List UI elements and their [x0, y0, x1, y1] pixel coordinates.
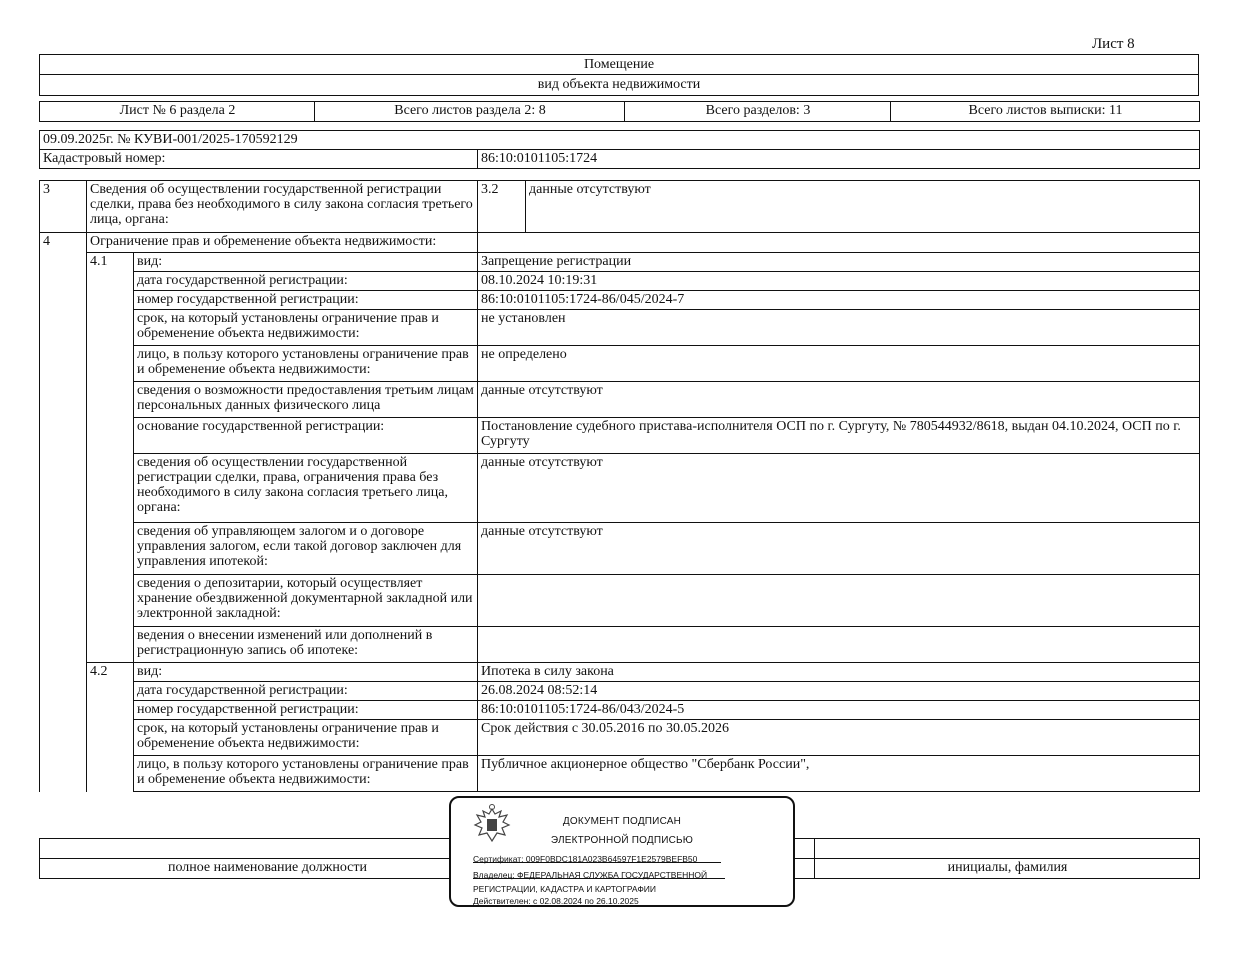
row-label: дата государственной регистрации: — [134, 682, 478, 701]
table-row — [40, 291, 1200, 310]
table-row — [40, 756, 1200, 792]
section-4-label: Ограничение прав и обременение объекта недвижимости: — [87, 233, 478, 253]
table-row — [40, 575, 1200, 627]
entry-4-1-number: 4.1 — [87, 253, 134, 663]
table-row — [40, 310, 1200, 346]
row-value: 86:10:0101105:1724-86/043/2024-5 — [478, 701, 1200, 720]
section-4-number: 4 — [40, 233, 87, 792]
position-label: полное наименование должности — [40, 859, 495, 879]
table-row — [40, 346, 1200, 382]
owner-line-2: РЕГИСТРАЦИИ, КАДАСТРА И КАРТОГРАФИИ — [473, 884, 656, 894]
row-label: номер государственной регистрации: — [134, 701, 478, 720]
object-kind: вид объекта недвижимости — [537, 77, 701, 92]
certificate-underline — [473, 862, 721, 863]
row-value: 26.08.2024 08:52:14 — [478, 682, 1200, 701]
object-type-block — [39, 54, 1199, 96]
sheet-of-section: Лист № 6 раздела 2 — [40, 102, 315, 122]
row-label: лицо, в пользу которого установлены ограничение прав и обременение объекта недвижимости: — [134, 346, 478, 382]
row-value — [478, 575, 1200, 627]
certificate-number: Сертификат: 009F0BDC181A023B64597F1E2579BEFB50 — [473, 854, 698, 864]
row-label: сведения о возможности предоставления третьим лицам персональных данных физического лица — [134, 382, 478, 418]
extract-date-number: 09.09.2025г. № КУВИ-001/2025-170592129 — [40, 131, 1200, 150]
section-3-number: 3 — [40, 181, 87, 233]
row-value: 08.10.2024 10:19:31 — [478, 272, 1200, 291]
meta-block — [39, 130, 1200, 169]
row-value: Публичное акционерное общество "Сбербанк России", — [478, 756, 1200, 792]
section-3-sub-number: 3.2 — [478, 181, 526, 233]
signature-line-1: ДОКУМЕНТ ПОДПИСАН — [562, 816, 682, 827]
row-label: вид: — [134, 253, 478, 272]
table-row — [40, 663, 1200, 682]
cadastral-label: Кадастровый номер: — [40, 150, 478, 169]
object-type: Помещение — [583, 57, 655, 72]
sheets-in-section: Всего листов раздела 2: 8 — [315, 102, 625, 122]
main-table — [39, 180, 1200, 792]
row-label: номер государственной регистрации: — [134, 291, 478, 310]
section-3-label: Сведения об осуществлении государственной регистрации сделки, права без необходимого в силу закона согласия третьего лица, органа: — [87, 181, 478, 233]
row-value: Постановление судебного пристава-исполнителя ОСП по г. Сургуту, № 780544932/8618, выдан 04.10.2024, ОСП по г. Сургуту — [478, 418, 1200, 454]
position-cell-top — [40, 839, 495, 859]
table-row — [40, 682, 1200, 701]
row-label: вид: — [134, 663, 478, 682]
sheet-label: Лист 8 — [1092, 36, 1135, 52]
row-value: 86:10:0101105:1724-86/045/2024-7 — [478, 291, 1200, 310]
table-row — [40, 253, 1200, 272]
cadastral-value: 86:10:0101105:1724 — [478, 150, 1200, 169]
signature-line-2: ЭЛЕКТРОННОЙ ПОДПИСЬЮ — [550, 835, 694, 846]
initials-cell-top — [815, 839, 1200, 859]
owner-underline — [473, 878, 725, 879]
validity-period: Действителен: с 02.08.2024 по 26.10.2025 — [473, 896, 639, 906]
section-3-value: данные отсутствуют — [526, 181, 1200, 233]
table-row — [40, 523, 1200, 575]
row-value — [478, 627, 1200, 663]
table-row — [40, 701, 1200, 720]
row-label: срок, на который установлены ограничение прав и обременение объекта недвижимости: — [134, 310, 478, 346]
electronic-signature-stamp — [449, 796, 795, 907]
row-label: дата государственной регистрации: — [134, 272, 478, 291]
row-value: данные отсутствуют — [478, 454, 1200, 523]
table-row — [40, 454, 1200, 523]
sections-total: Всего разделов: 3 — [625, 102, 891, 122]
row-value: данные отсутствуют — [478, 382, 1200, 418]
entry-4-2-number: 4.2 — [87, 663, 134, 792]
row-value: не определено — [478, 346, 1200, 382]
table-row — [40, 382, 1200, 418]
row-label: основание государственной регистрации: — [134, 418, 478, 454]
table-row — [40, 272, 1200, 291]
table-row — [40, 720, 1200, 756]
table-row — [40, 627, 1200, 663]
row-value: Запрещение регистрации — [478, 253, 1200, 272]
row-label: срок, на который установлены ограничение прав и обременение объекта недвижимости: — [134, 720, 478, 756]
section-4-value — [478, 233, 1200, 253]
row-value: Срок действия с 30.05.2016 по 30.05.2026 — [478, 720, 1200, 756]
divider — [40, 74, 1198, 75]
sheet-info-row — [39, 101, 1200, 122]
row-label: лицо, в пользу которого установлены ограничение прав и обременение объекта недвижимости: — [134, 756, 478, 792]
row-value: Ипотека в силу закона — [478, 663, 1200, 682]
row-label: ведения о внесении изменений или дополнений в регистрационную запись об ипотеке: — [134, 627, 478, 663]
row-value: не установлен — [478, 310, 1200, 346]
row-label: сведения об осуществлении государственной регистрации сделки, права, ограничения права без необходимого в силу закона согласия третьего лица, органа: — [134, 454, 478, 523]
table-row — [40, 418, 1200, 454]
row-value: данные отсутствуют — [478, 523, 1200, 575]
row-label: сведения о депозитарии, который осуществляет хранение обездвиженной документарной закладной или электронной закладной: — [134, 575, 478, 627]
initials-label: инициалы, фамилия — [815, 859, 1200, 879]
row-label: сведения об управляющем залогом и о договоре управления залогом, если такой договор заключен для управления ипотекой: — [134, 523, 478, 575]
owner-line-1: Владелец: ФЕДЕРАЛЬНАЯ СЛУЖБА ГОСУДАРСТВЕННОЙ — [473, 870, 708, 880]
extract-sheets-total: Всего листов выписки: 11 — [891, 102, 1200, 122]
